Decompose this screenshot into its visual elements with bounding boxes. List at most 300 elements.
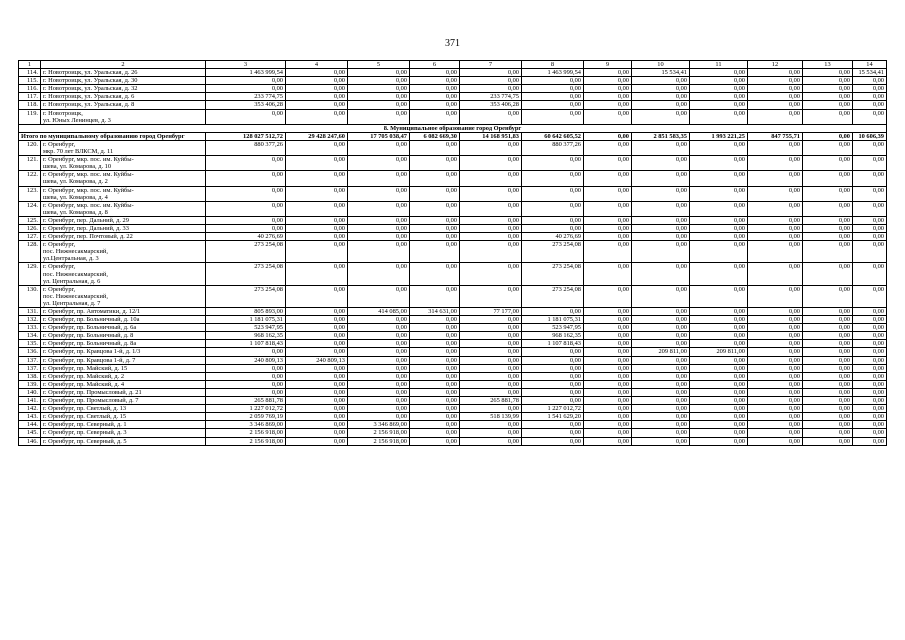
- value-cell: 0,00: [206, 186, 286, 201]
- value-cell: 1 227 012,72: [206, 405, 286, 413]
- value-cell: 0,00: [286, 224, 348, 232]
- value-cell: 0,00: [748, 405, 803, 413]
- value-cell: 0,00: [803, 437, 853, 445]
- value-cell: 0,00: [584, 397, 632, 405]
- value-cell: 0,00: [748, 356, 803, 364]
- value-cell: 0,00: [632, 437, 690, 445]
- value-cell: 0,00: [690, 171, 748, 186]
- value-cell: 0,00: [690, 380, 748, 388]
- value-cell: 414 085,00: [348, 308, 410, 316]
- value-cell: 0,00: [690, 85, 748, 93]
- value-cell: 1 181 075,31: [206, 316, 286, 324]
- value-cell: 0,00: [803, 69, 853, 77]
- value-cell: 0,00: [748, 140, 803, 155]
- value-cell: 0,00: [748, 85, 803, 93]
- value-cell: 3 346 869,00: [206, 421, 286, 429]
- address-line: шева, ул. Комарова, д. 4: [43, 193, 108, 201]
- value-cell: 0,00: [690, 356, 748, 364]
- table-row: [19, 421, 887, 429]
- value-cell: 0,00: [632, 156, 690, 171]
- value-cell: 0,00: [522, 93, 584, 101]
- value-cell: 0,00: [286, 101, 348, 109]
- address-line: г. Оренбург, пр. Больничный, д. 8: [43, 332, 134, 340]
- value-cell: 0,00: [522, 421, 584, 429]
- value-cell: 0,00: [853, 77, 887, 85]
- table-row: [19, 216, 887, 224]
- value-cell: 0,00: [410, 201, 460, 216]
- value-cell: 0,00: [803, 224, 853, 232]
- value-cell: 0,00: [748, 340, 803, 348]
- value-cell: 0,00: [460, 263, 522, 285]
- table-row: [19, 201, 887, 216]
- value-cell: 0,00: [286, 405, 348, 413]
- value-cell: 0,00: [632, 397, 690, 405]
- value-cell: 0,00: [584, 332, 632, 340]
- value-cell: 0,00: [632, 421, 690, 429]
- value-cell: 2 059 769,19: [206, 413, 286, 421]
- value-cell: 0,00: [803, 388, 853, 396]
- value-cell: 0,00: [690, 308, 748, 316]
- value-cell: 0,00: [522, 388, 584, 396]
- value-cell: 0,00: [690, 413, 748, 421]
- value-cell: 0,00: [348, 340, 410, 348]
- value-cell: 0,00: [803, 186, 853, 201]
- row-number: 135.: [19, 340, 41, 348]
- table-row: [19, 364, 887, 372]
- address-line: г. Оренбург, мкр. пос. им. Куйбы-: [43, 171, 134, 179]
- value-cell: 0,00: [803, 93, 853, 101]
- value-cell: 15 534,41: [632, 69, 690, 77]
- value-cell: 523 947,95: [206, 324, 286, 332]
- value-cell: 0,00: [410, 156, 460, 171]
- value-cell: 0,00: [584, 171, 632, 186]
- value-cell: 0,00: [803, 140, 853, 155]
- value-cell: 880 377,26: [522, 140, 584, 155]
- value-cell: 0,00: [632, 316, 690, 324]
- value-cell: 0,00: [206, 171, 286, 186]
- value-cell: 0,00: [748, 324, 803, 332]
- address-cell: [41, 308, 206, 316]
- value-cell: 0,00: [853, 397, 887, 405]
- value-cell: 0,00: [286, 372, 348, 380]
- value-cell: 0,00: [690, 233, 748, 241]
- value-cell: 0,00: [460, 372, 522, 380]
- value-cell: 1 181 075,31: [522, 316, 584, 324]
- value-cell: 0,00: [460, 324, 522, 332]
- value-cell: 0,00: [584, 340, 632, 348]
- value-cell: 0,00: [348, 397, 410, 405]
- value-cell: 0,00: [522, 224, 584, 232]
- total-value: 0,00: [803, 132, 853, 140]
- address-cell: [41, 421, 206, 429]
- value-cell: 0,00: [206, 201, 286, 216]
- column-header: 8: [522, 61, 584, 69]
- value-cell: 0,00: [803, 429, 853, 437]
- value-cell: 0,00: [690, 216, 748, 224]
- value-cell: 0,00: [286, 364, 348, 372]
- value-cell: 0,00: [522, 356, 584, 364]
- value-cell: 805 893,00: [206, 308, 286, 316]
- value-cell: 0,00: [460, 421, 522, 429]
- value-cell: 0,00: [460, 233, 522, 241]
- value-cell: 0,00: [584, 437, 632, 445]
- row-number: 136.: [19, 348, 41, 356]
- total-label: Итого по муниципальному образованию город Оренбург: [19, 132, 206, 140]
- value-cell: 0,00: [584, 380, 632, 388]
- value-cell: 0,00: [410, 171, 460, 186]
- value-cell: 0,00: [584, 348, 632, 356]
- value-cell: 0,00: [748, 201, 803, 216]
- value-cell: 0,00: [348, 380, 410, 388]
- value-cell: 0,00: [632, 332, 690, 340]
- address-line: г. Оренбург,: [43, 241, 76, 249]
- address-cell: [41, 224, 206, 232]
- value-cell: 0,00: [410, 380, 460, 388]
- value-cell: 0,00: [632, 201, 690, 216]
- address-line: г. Новотроицк, ул. Уральская, д. 32: [43, 85, 138, 93]
- value-cell: 0,00: [632, 340, 690, 348]
- row-number: 122.: [19, 171, 41, 186]
- value-cell: 0,00: [410, 285, 460, 307]
- value-cell: 0,00: [460, 171, 522, 186]
- row-number: 138.: [19, 372, 41, 380]
- total-value: 14 168 951,83: [460, 132, 522, 140]
- value-cell: 0,00: [348, 224, 410, 232]
- value-cell: 40 276,69: [522, 233, 584, 241]
- value-cell: 0,00: [584, 413, 632, 421]
- table-row: [19, 233, 887, 241]
- row-number: 114.: [19, 69, 41, 77]
- value-cell: 0,00: [286, 140, 348, 155]
- address-line: г. Оренбург, мкр. пос. им. Куйбы-: [43, 186, 134, 194]
- value-cell: 0,00: [410, 101, 460, 109]
- value-cell: 0,00: [748, 93, 803, 101]
- table-row: [19, 332, 887, 340]
- value-cell: 0,00: [853, 340, 887, 348]
- total-value: 0,00: [584, 132, 632, 140]
- value-cell: 0,00: [206, 109, 286, 124]
- row-number: 129.: [19, 263, 41, 285]
- value-cell: 0,00: [410, 429, 460, 437]
- value-cell: 0,00: [803, 348, 853, 356]
- value-cell: 0,00: [584, 156, 632, 171]
- value-cell: 0,00: [410, 233, 460, 241]
- value-cell: 0,00: [460, 69, 522, 77]
- value-cell: 0,00: [748, 285, 803, 307]
- value-cell: 0,00: [803, 380, 853, 388]
- row-number: 123.: [19, 186, 41, 201]
- value-cell: 0,00: [410, 405, 460, 413]
- value-cell: 0,00: [690, 340, 748, 348]
- row-number: 130.: [19, 285, 41, 307]
- value-cell: 0,00: [410, 421, 460, 429]
- address-cell: [41, 388, 206, 396]
- address-cell: [41, 85, 206, 93]
- value-cell: 968 162,35: [206, 332, 286, 340]
- value-cell: 0,00: [584, 421, 632, 429]
- table-row: [19, 324, 887, 332]
- value-cell: 0,00: [853, 429, 887, 437]
- value-cell: 0,00: [348, 171, 410, 186]
- total-value: 17 705 038,47: [348, 132, 410, 140]
- value-cell: 0,00: [584, 324, 632, 332]
- value-cell: 0,00: [410, 397, 460, 405]
- address-line: шева, ул. Комарова, д. 10: [43, 163, 112, 171]
- value-cell: 0,00: [348, 348, 410, 356]
- value-cell: 0,00: [460, 285, 522, 307]
- value-cell: 0,00: [460, 109, 522, 124]
- value-cell: 0,00: [853, 348, 887, 356]
- column-header: 7: [460, 61, 522, 69]
- column-header: 13: [803, 61, 853, 69]
- value-cell: 0,00: [748, 429, 803, 437]
- row-number: 137.: [19, 364, 41, 372]
- value-cell: 0,00: [632, 224, 690, 232]
- address-line: г. Оренбург, мкр. пос. им. Куйбы-: [43, 156, 134, 164]
- data-table: [18, 60, 887, 446]
- value-cell: 0,00: [584, 241, 632, 263]
- value-cell: 0,00: [748, 421, 803, 429]
- row-number: 117.: [19, 93, 41, 101]
- address-cell: [41, 364, 206, 372]
- value-cell: 0,00: [853, 308, 887, 316]
- row-number: 128.: [19, 241, 41, 263]
- value-cell: 0,00: [853, 421, 887, 429]
- address-line: г. Оренбург, мкр. пос. им. Куйбы-: [43, 201, 134, 209]
- row-number: 140.: [19, 388, 41, 396]
- value-cell: 0,00: [690, 224, 748, 232]
- value-cell: 0,00: [522, 186, 584, 201]
- value-cell: 0,00: [286, 324, 348, 332]
- value-cell: 0,00: [460, 201, 522, 216]
- address-cell: [41, 69, 206, 77]
- address-cell: [41, 372, 206, 380]
- address-cell: [41, 348, 206, 356]
- address-line: г. Оренбург,: [43, 285, 76, 293]
- row-number: 145.: [19, 429, 41, 437]
- value-cell: 0,00: [584, 77, 632, 85]
- value-cell: 0,00: [348, 356, 410, 364]
- value-cell: 0,00: [522, 348, 584, 356]
- value-cell: 0,00: [803, 285, 853, 307]
- column-header: 6: [410, 61, 460, 69]
- value-cell: 0,00: [690, 332, 748, 340]
- value-cell: 0,00: [410, 109, 460, 124]
- value-cell: 0,00: [803, 241, 853, 263]
- address-line: г. Оренбург, пер. Дальний, д. 29: [43, 216, 129, 224]
- value-cell: 0,00: [803, 233, 853, 241]
- value-cell: 15 534,41: [853, 69, 887, 77]
- value-cell: 0,00: [748, 397, 803, 405]
- value-cell: 0,00: [803, 397, 853, 405]
- address-line: пос. Нижнесакмарский,: [43, 270, 108, 278]
- value-cell: 0,00: [206, 388, 286, 396]
- value-cell: 0,00: [206, 348, 286, 356]
- value-cell: 0,00: [584, 109, 632, 124]
- value-cell: 0,00: [748, 224, 803, 232]
- address-line: ул. Центральная, д. 7: [43, 299, 101, 307]
- value-cell: 273 254,08: [206, 285, 286, 307]
- section-row: [19, 124, 887, 132]
- section-title: 8. Муниципальное образование город Оренбург: [19, 124, 887, 132]
- table-row: [19, 101, 887, 109]
- value-cell: 0,00: [748, 413, 803, 421]
- value-cell: 0,00: [460, 216, 522, 224]
- value-cell: 0,00: [690, 156, 748, 171]
- total-value: 847 755,71: [748, 132, 803, 140]
- value-cell: 0,00: [460, 85, 522, 93]
- table-row: [19, 93, 887, 101]
- value-cell: 0,00: [348, 388, 410, 396]
- address-cell: [41, 413, 206, 421]
- row-number: 118.: [19, 101, 41, 109]
- row-number: 146.: [19, 437, 41, 445]
- value-cell: 0,00: [348, 101, 410, 109]
- address-cell: [41, 263, 206, 285]
- value-cell: 0,00: [584, 308, 632, 316]
- value-cell: 0,00: [286, 109, 348, 124]
- row-number: 115.: [19, 77, 41, 85]
- table-row: [19, 397, 887, 405]
- value-cell: 0,00: [286, 156, 348, 171]
- value-cell: 0,00: [690, 316, 748, 324]
- value-cell: 0,00: [206, 77, 286, 85]
- value-cell: 0,00: [584, 224, 632, 232]
- value-cell: 0,00: [748, 364, 803, 372]
- value-cell: 0,00: [286, 93, 348, 101]
- value-cell: 0,00: [286, 340, 348, 348]
- value-cell: 0,00: [410, 77, 460, 85]
- value-cell: 0,00: [853, 380, 887, 388]
- value-cell: 0,00: [748, 241, 803, 263]
- value-cell: 0,00: [286, 69, 348, 77]
- value-cell: 0,00: [853, 224, 887, 232]
- value-cell: 0,00: [632, 364, 690, 372]
- value-cell: 1 227 012,72: [522, 405, 584, 413]
- address-cell: [41, 109, 206, 124]
- value-cell: 240 809,13: [286, 356, 348, 364]
- address-cell: [41, 332, 206, 340]
- value-cell: 0,00: [853, 285, 887, 307]
- value-cell: 265 881,78: [206, 397, 286, 405]
- address-line: г. Новотроицк, ул. Уральская, д. 8: [43, 101, 135, 109]
- value-cell: 0,00: [632, 186, 690, 201]
- value-cell: 0,00: [690, 437, 748, 445]
- value-cell: 0,00: [522, 380, 584, 388]
- value-cell: 0,00: [410, 356, 460, 364]
- address-line: г. Оренбург, пр. Майский, д. 4: [43, 380, 125, 388]
- address-line: г. Оренбург, пр. Светлый, д. 13: [43, 405, 127, 413]
- value-cell: 0,00: [803, 316, 853, 324]
- address-cell: [41, 216, 206, 224]
- value-cell: 0,00: [584, 372, 632, 380]
- value-cell: 0,00: [522, 77, 584, 85]
- value-cell: 0,00: [410, 69, 460, 77]
- value-cell: 0,00: [748, 388, 803, 396]
- value-cell: 0,00: [286, 85, 348, 93]
- value-cell: 0,00: [853, 437, 887, 445]
- table-body: [19, 61, 887, 446]
- value-cell: 209 811,00: [690, 348, 748, 356]
- value-cell: 0,00: [460, 364, 522, 372]
- value-cell: 0,00: [348, 285, 410, 307]
- address-cell: [41, 356, 206, 364]
- address-line: пос. Нижнесакмарский,: [43, 292, 108, 300]
- address-line: г. Оренбург, пр. Северный, д. 1: [43, 421, 127, 429]
- value-cell: 0,00: [853, 101, 887, 109]
- address-line: г. Оренбург, пер. Почтовый, д. 22: [43, 233, 133, 241]
- address-line: ул. Юных Ленинцев, д. 3: [43, 116, 111, 124]
- value-cell: 0,00: [460, 332, 522, 340]
- value-cell: 353 406,28: [206, 101, 286, 109]
- value-cell: 0,00: [584, 388, 632, 396]
- value-cell: 0,00: [410, 224, 460, 232]
- value-cell: 0,00: [632, 93, 690, 101]
- address-line: г. Оренбург, пр. Промысловый, д. 21: [43, 388, 142, 396]
- value-cell: 0,00: [348, 413, 410, 421]
- value-cell: 0,00: [632, 140, 690, 155]
- value-cell: 0,00: [803, 413, 853, 421]
- value-cell: 0,00: [748, 263, 803, 285]
- table-row: [19, 109, 887, 124]
- value-cell: 0,00: [803, 405, 853, 413]
- row-number: 120.: [19, 140, 41, 155]
- table-row: [19, 388, 887, 396]
- value-cell: 0,00: [206, 364, 286, 372]
- value-cell: 0,00: [522, 101, 584, 109]
- value-cell: 0,00: [853, 233, 887, 241]
- address-line: ул. Центральная, д. 6: [43, 277, 101, 285]
- row-number: 144.: [19, 421, 41, 429]
- value-cell: 0,00: [286, 263, 348, 285]
- column-header: 12: [748, 61, 803, 69]
- value-cell: 0,00: [803, 356, 853, 364]
- value-cell: 0,00: [803, 201, 853, 216]
- value-cell: 0,00: [348, 186, 410, 201]
- address-cell: [41, 340, 206, 348]
- value-cell: 0,00: [584, 364, 632, 372]
- address-cell: [41, 380, 206, 388]
- table-row: [19, 140, 887, 155]
- value-cell: 0,00: [803, 85, 853, 93]
- value-cell: 0,00: [853, 372, 887, 380]
- value-cell: 0,00: [348, 69, 410, 77]
- address-cell: [41, 233, 206, 241]
- value-cell: 0,00: [632, 285, 690, 307]
- value-cell: 968 162,35: [522, 332, 584, 340]
- address-cell: [41, 241, 206, 263]
- table-row: [19, 340, 887, 348]
- value-cell: 0,00: [690, 324, 748, 332]
- value-cell: 0,00: [748, 156, 803, 171]
- row-number: 131.: [19, 308, 41, 316]
- value-cell: 0,00: [748, 437, 803, 445]
- value-cell: 1 541 629,20: [522, 413, 584, 421]
- value-cell: 0,00: [690, 69, 748, 77]
- value-cell: 0,00: [286, 201, 348, 216]
- value-cell: 0,00: [410, 140, 460, 155]
- value-cell: 0,00: [460, 429, 522, 437]
- value-cell: 0,00: [632, 413, 690, 421]
- value-cell: 0,00: [206, 224, 286, 232]
- address-line: г. Новотроицк, ул. Уральская, д. 26: [43, 69, 138, 77]
- column-header: 11: [690, 61, 748, 69]
- value-cell: 0,00: [286, 413, 348, 421]
- value-cell: 0,00: [286, 233, 348, 241]
- value-cell: 0,00: [748, 316, 803, 324]
- value-cell: 240 809,13: [206, 356, 286, 364]
- row-number: 134.: [19, 332, 41, 340]
